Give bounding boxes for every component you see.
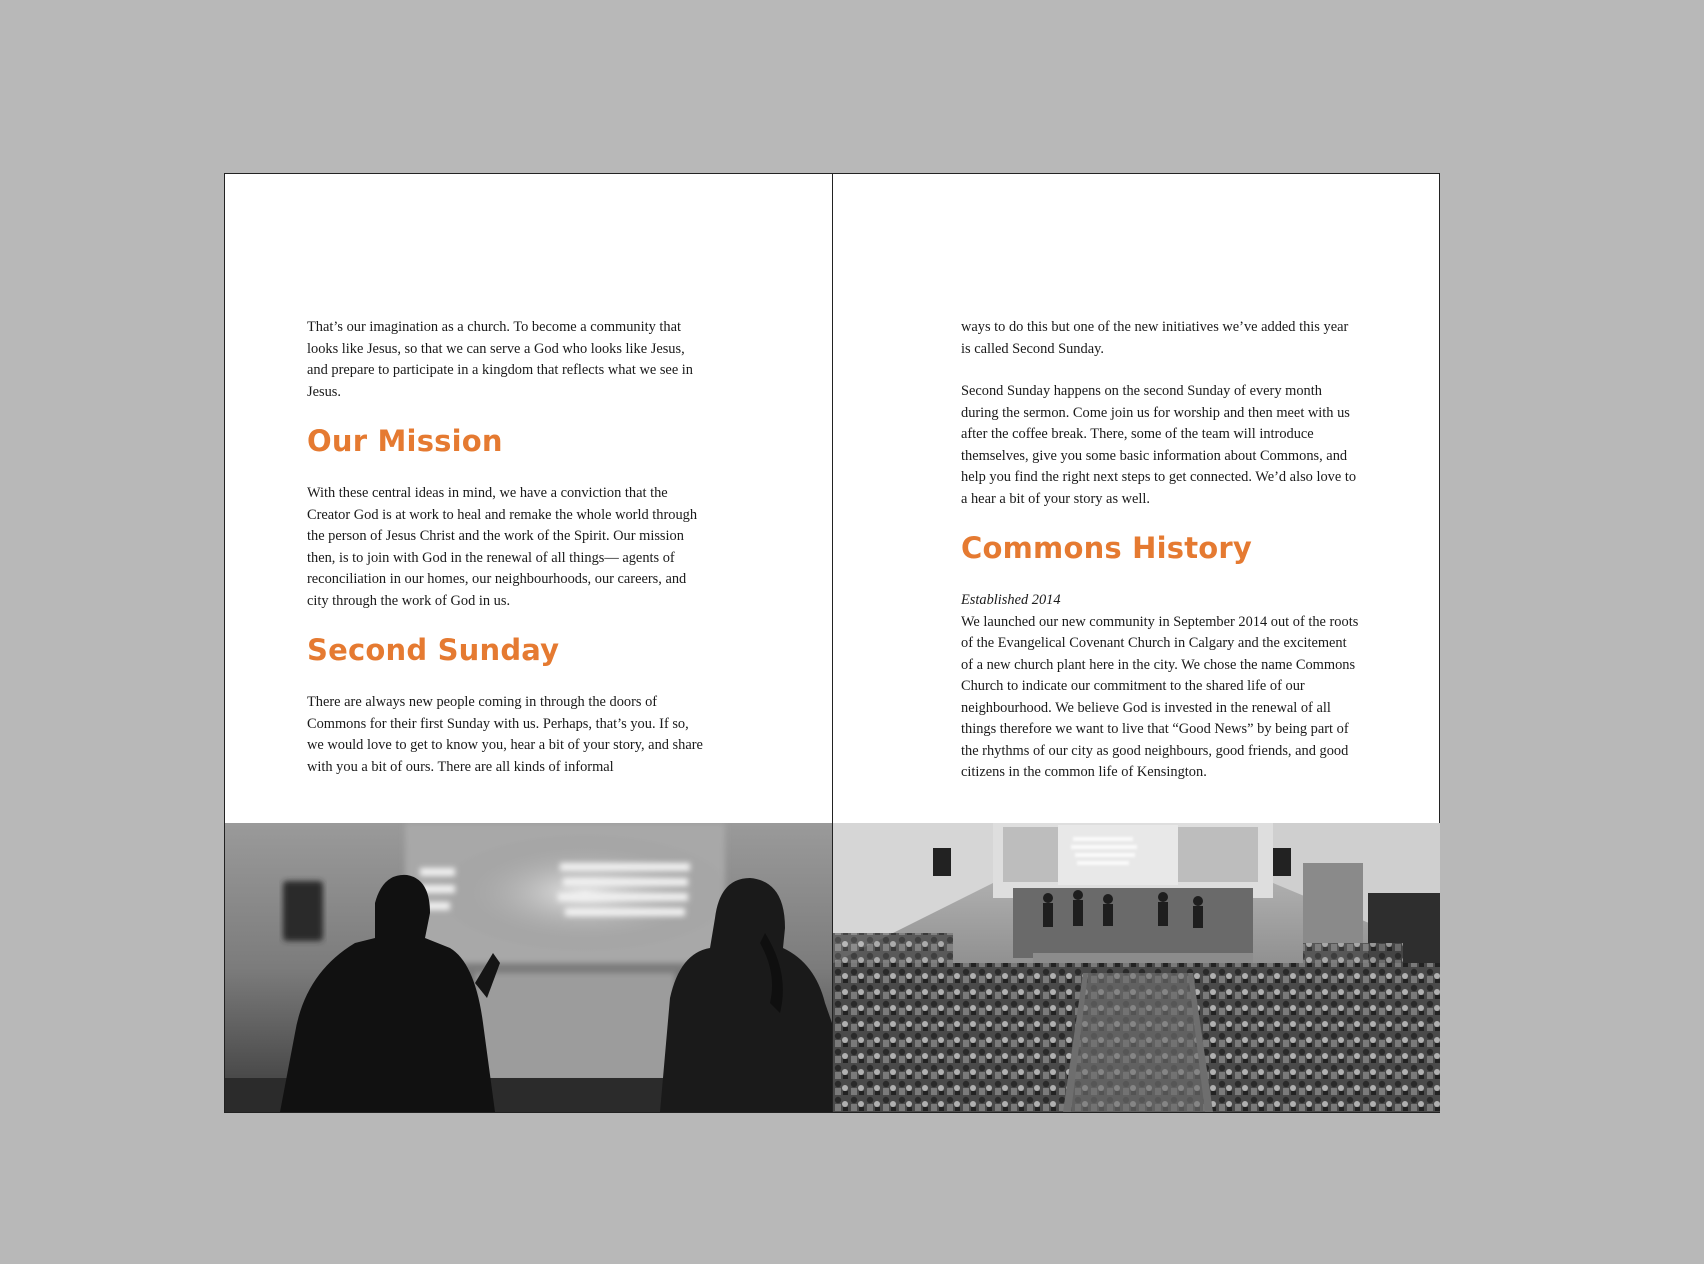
- brochure-spread: [224, 173, 1440, 1113]
- continued-paragraph: ways to do this but one of the new initiatives we’ve added this year is called Second Sunday.: [961, 319, 1349, 357]
- right-text-column: [961, 317, 1361, 805]
- left-page: [225, 174, 833, 1112]
- second-sunday-heading: Second Sunday: [307, 633, 560, 667]
- right-page: [833, 174, 1440, 1112]
- mission-paragraph: With these central ideas in mind, we have a conviction that the Creator God is at work to heal and remake the whole world through the person of Jesus Christ and the work of the Spirit. Our mission then, is to join with God in the renewal of all things— agents of reconciliation in our homes, our neighbourhoods, our careers, and city through the work of God in us.: [307, 485, 698, 609]
- worship-silhouette-photo: [225, 823, 832, 1112]
- established-note: Established 2014: [961, 592, 1061, 608]
- second-sunday-paragraph: There are always new people coming in through the doors of Commons for their first Sunday with us. Perhaps, that’s you. If so, we would love to get to know you, hear a bit of your story, and share with you a bit of ours. There are all kinds of informal: [307, 694, 703, 775]
- congregation-photo: [833, 823, 1440, 1112]
- mission-heading: Our Mission: [307, 424, 503, 458]
- left-text-column: [307, 317, 707, 799]
- congregation-image: [833, 823, 1440, 1112]
- intro-paragraph: That’s our imagination as a church. To become a community that looks like Jesus, so that we can serve a God who looks like Jesus, and prepare to participate in a kingdom that reflects what we see in Jesus.: [307, 319, 693, 400]
- history-heading: Commons History: [961, 531, 1253, 565]
- worship-silhouette-image: [225, 823, 832, 1112]
- second-sunday-detail-paragraph: Second Sunday happens on the second Sunday of every month during the sermon. Come join us for worship and then meet with us after the coffee break. There, some of the team will introduce themselves, give you some basic information about Commons, and help you find the right next steps to get connected. We’d also love to a hear a bit of your story as well.: [961, 383, 1357, 507]
- history-paragraph: We launched our new community in September 2014 out of the roots of the Evangelical Covenant Church in Calgary and the excitement of a new church plant here in the city. We chose the name Commons Church to indicate our commitment to the shared life of our neighbourhood. We believe God is invested in the renewal of all things therefore we want to live that “Good News” by being part of the rhythms of our city as good neighbours, good friends, and good citizens in the common life of Kensington.: [961, 613, 1359, 780]
